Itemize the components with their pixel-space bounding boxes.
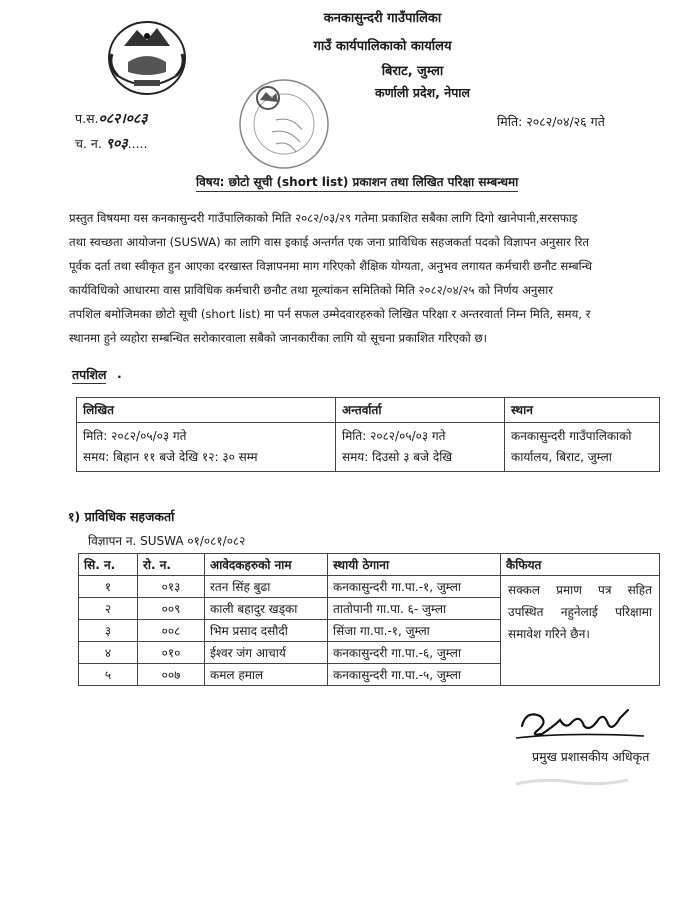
interview-cell — [336, 423, 505, 472]
name-cell: कमल हमाल — [205, 664, 328, 686]
name-cell: ईश्वर जंग आचार्य — [205, 642, 328, 664]
venue-line: कार्यालय, बिराट, जुम्ला — [511, 450, 612, 464]
office-subtitle: गाउँ कार्यपालिकाको कार्यालय — [313, 39, 452, 54]
column-header-name: आवेदकहरुको नाम — [205, 554, 328, 576]
address-cell: सिंजा गा.पा.-१, जुम्ला — [328, 620, 501, 642]
tapasil-heading — [72, 366, 106, 384]
address-cell: कनकासुन्दरी गा.पा.-६, जुम्ला — [328, 642, 501, 664]
name-cell: भिम प्रसाद दसौदी — [205, 620, 328, 642]
dispatch-dots: ..... — [127, 136, 148, 151]
serial-cell: २ — [79, 598, 138, 620]
exam-schedule-table — [76, 397, 660, 472]
dispatch-number — [75, 134, 148, 153]
column-header-remarks: कैफियत — [501, 554, 660, 576]
table-row — [77, 423, 660, 472]
tapasil-dot: . — [117, 366, 122, 381]
written-exam-date: मिति: २०८२/०५/०३ गते — [83, 429, 187, 443]
officer-signature — [508, 696, 658, 752]
address-cell: तातोपानी गा.पा. ६- जुम्ला — [328, 598, 501, 620]
roll-cell: ००९ — [138, 598, 205, 620]
office-name: कनकासुन्दरी गाउँपालिका — [323, 11, 442, 26]
notice-body — [69, 206, 663, 350]
written-exam-time: समय: बिहान ११ बजे देखि १२: ३० सम्म — [83, 450, 258, 464]
faint-stamp-mark — [512, 772, 632, 790]
body-line: तपशिल बमोजिमका छोटो सूची (short list) मा पर्न सफल उम्मेदवारहरुको लिखित परिक्षा र अन्तरवार्ता निम्न मिति, समय, र — [69, 307, 591, 321]
remarks-cell: सक्कल प्रमाण पत्र सहित उपस्थित नहुनेलाई परिक्षामा समावेश गरिने छैन। — [501, 576, 660, 686]
dispatch-label: च. न. — [75, 136, 106, 151]
body-line: प्रस्तुत विषयमा यस कनकासुन्दरी गाउँपालिकाको मिति २०८२/०३/२९ गतेमा प्रकाशित सबैका लागि दिगो खानेपानी,सरसफाइ — [69, 211, 578, 225]
interview-time: समय: दिउसो ३ बजे देखि — [342, 450, 453, 464]
column-header-address: स्थायी ठेगाना — [328, 554, 501, 576]
column-header-venue: स्थान — [505, 398, 660, 423]
table-row — [79, 576, 660, 598]
body-line: तथा स्वच्छता आयोजना (SUSWA) का लागि वास इकाई अन्तर्गत एक जना प्राविधिक सहजकर्ता पदको विज्ञापन अनुसार रित — [69, 235, 589, 249]
venue-cell — [505, 423, 660, 472]
roll-cell: ०१० — [138, 642, 205, 664]
column-header-interview: अन्तर्वार्ता — [336, 398, 505, 423]
reference-label: प.स. — [75, 111, 99, 126]
subject-line: विषय: छोटो सूची (short list) प्रकाशन तथा लिखित परिक्षा सम्बन्धमा — [196, 173, 518, 192]
table-header-row — [77, 398, 660, 423]
serial-cell: ३ — [79, 620, 138, 642]
written-exam-cell — [77, 423, 336, 472]
address-cell: कनकासुन्दरी गा.पा.-१, जुम्ला — [328, 576, 501, 598]
reference-value: ०८२।०८३ — [98, 111, 148, 127]
serial-cell: ४ — [79, 642, 138, 664]
office-seal-stamp — [236, 76, 332, 172]
advertisement-number: विज्ञापन न. SUSWA ०१/०८१/०८२ — [88, 534, 246, 548]
tapasil-title: तपशिल — [72, 367, 107, 382]
name-cell: रतन सिंह बुढा — [205, 576, 328, 598]
office-location: बिराट, जुम्ला — [381, 64, 444, 79]
dispatch-value: ९०३ — [105, 136, 128, 152]
roll-cell: ००८ — [138, 620, 205, 642]
roll-cell: ०१३ — [138, 576, 205, 598]
body-line: स्थानमा हुने व्यहोरा सम्बन्धित सरोकारवाला सबैको जानकारीका लागि यो सूचना प्रकाशित गरिएको छ। — [69, 331, 488, 345]
body-line: पूर्वक दर्ता तथा स्वीकृत हुन आएका दरखास्त विज्ञापनमा माग गरिएको शैक्षिक योग्यता, अनुभव लगायत कर्मचारी छनौट सम्बन्धि — [69, 259, 592, 273]
interview-date: मिति: २०८२/०५/०३ गते — [342, 429, 446, 443]
venue-line: कनकासुन्दरी गाउँपालिकाको — [511, 429, 632, 443]
issue-date: मिति: २०८२/०४/२६ गते — [497, 114, 605, 129]
signatory-title: प्रमुख प्रशासकीय अधिकृत — [532, 749, 650, 764]
serial-cell: ५ — [79, 664, 138, 686]
serial-cell: १ — [79, 576, 138, 598]
reference-number — [75, 109, 148, 128]
office-province: कर्णाली प्रदेश, नेपाल — [374, 85, 471, 100]
column-header-written: लिखित — [77, 398, 336, 423]
table-header-row — [79, 554, 660, 576]
address-cell: कनकासुन्दरी गा.पा.-५, जुम्ला — [328, 664, 501, 686]
name-cell: काली बहादुर खड्का — [205, 598, 328, 620]
column-header-serial: सि. न. — [79, 554, 138, 576]
position-heading: १) प्राविधिक सहजकर्ता — [68, 509, 175, 524]
body-line: कार्यविधिको आधारमा वास प्राविधिक कर्मचारी छनौट तथा मूल्यांकन समितिको मिति २०८२/०४/२५ को निर्णय अनुसार — [69, 283, 553, 297]
candidates-table — [78, 553, 660, 686]
column-header-roll: रो. न. — [138, 554, 205, 576]
roll-cell: ००७ — [138, 664, 205, 686]
